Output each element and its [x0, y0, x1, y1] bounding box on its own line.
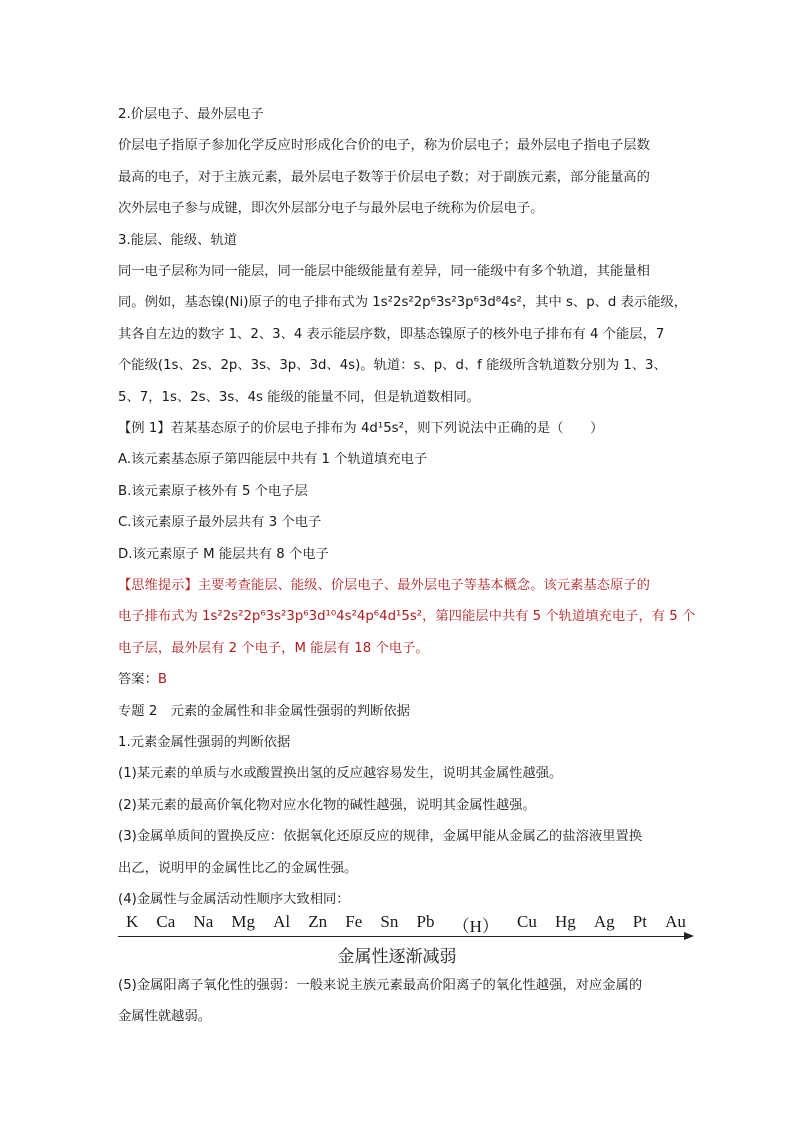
text-line: (5)金属阳离子氧化性的强弱：一般来说主族元素最高价阳离子的氧化性越强，对应金属的: [118, 978, 643, 993]
text-line: 电子层，最外层有 2 个电子，M 能层有 18 个电子。: [118, 640, 429, 656]
text-line: B.该元素原子核外有 5 个电子层: [118, 483, 308, 499]
metal-symbol: （H）: [452, 917, 499, 936]
text-line: (3)金属单质间的置换反应：依据氧化还原反应的规律，金属甲能从金属乙的盐溶液里置换: [118, 829, 643, 845]
text-line: 2.价层电子、最外层电子: [118, 107, 264, 122]
metal-activity-series: [126, 912, 686, 937]
metal-symbol: Au: [665, 912, 686, 931]
metal-symbol: Mg: [231, 912, 255, 931]
metal-symbol: Pt: [632, 912, 647, 931]
text-line: 出乙，说明甲的金属性比乙的金属性强。: [118, 860, 358, 876]
metal-symbol: Sn: [380, 912, 399, 931]
metal-symbol: Cu: [516, 912, 537, 931]
metal-symbol: Hg: [554, 912, 576, 931]
metal-symbol: Al: [273, 912, 291, 931]
metal-symbol: Ca: [156, 912, 176, 931]
arrow-caption: 金属性逐渐减弱: [337, 947, 457, 967]
text-line: 同一电子层称为同一能层，同一能层中能级能量有差异，同一能级中有多个轨道，其能量相: [118, 264, 650, 279]
text-line: 3.能层、能级、轨道: [118, 232, 238, 248]
text-line: 同。例如，基态镍(Ni)原子的电子排布式为 1s²2s²2p⁶3s²3p⁶3d⁸4s²，其中 s、p、d 表示能级，: [118, 295, 688, 311]
text-line: 【思维提示】主要考查能层、能级、价层电子、最外层电子等基本概念。该元素基态原子的: [118, 578, 650, 593]
arrow-head-icon: [684, 932, 694, 940]
text-line: 个能级(1s、2s、2p、3s、3p、3d、4s)。轨道：s、p、d、f 能级所含轨道数分别为 1、3、: [118, 358, 667, 374]
text-line: 专题 2 元素的金属性和非金属性强弱的判断依据: [118, 703, 410, 719]
text-line: (4)金属性与金属活动性顺序大致相同：: [118, 892, 350, 907]
text-line: (2)某元素的最高价氧化物对应水化物的碱性越强，说明其金属性越强。: [118, 797, 536, 813]
text-line: A.该元素基态原子第四能层中共有 1 个轨道填充电子: [118, 452, 428, 468]
metal-symbol: Ag: [593, 912, 615, 931]
text-line: 次外层电子参与成键，即次外层部分电子与最外层电子统称为价层电子。: [118, 201, 544, 217]
metal-symbol: Pb: [416, 912, 435, 931]
text-line: 价层电子指原子参加化学反应时形成化合价的电子，称为价层电子；最外层电子指电子层数: [118, 138, 650, 154]
metal-symbol: K: [126, 912, 139, 931]
text-line: 5、7，1s、2s、3s、4s 能级的能量不同，但是轨道数相同。: [118, 389, 480, 405]
decreasing-arrow-line: [118, 936, 686, 937]
metal-symbol: Zn: [308, 912, 328, 931]
metal-symbol: Fe: [345, 912, 363, 931]
text-line: 其各自左边的数字 1、2、3、4 表示能层序数，即基态镍原子的核外电子排布有 4 个能层，7: [118, 326, 665, 342]
text-line: (1)某元素的单质与水或酸置换出氢的反应越容易发生，说明其金属性越强。: [118, 766, 563, 782]
metal-symbol: Na: [193, 912, 214, 931]
text-line: 答案：B: [118, 672, 168, 688]
text-line: 电子排布式为 1s²2s²2p⁶3s²3p⁶3d¹⁰4s²4p⁶4d¹5s²，第四能层中共有 5 个轨道填充电子，有 5 个: [118, 609, 696, 625]
text-line: 最高的电子，对于主族元素，最外层电子数等于价层电子数；对于副族元素，部分能量高的: [118, 169, 650, 185]
text-line: 1.元素金属性强弱的判断依据: [118, 735, 291, 750]
text-line: C.该元素原子最外层共有 3 个电子: [118, 515, 322, 531]
text-line: D.该元素原子 M 能层共有 8 个电子: [118, 546, 329, 562]
text-line: 【例 1】若某基态原子的价层电子排布为 4d¹5s²，则下列说法中正确的是（ ）: [118, 421, 604, 436]
text-line: 金属性就越弱。: [118, 1009, 212, 1024]
